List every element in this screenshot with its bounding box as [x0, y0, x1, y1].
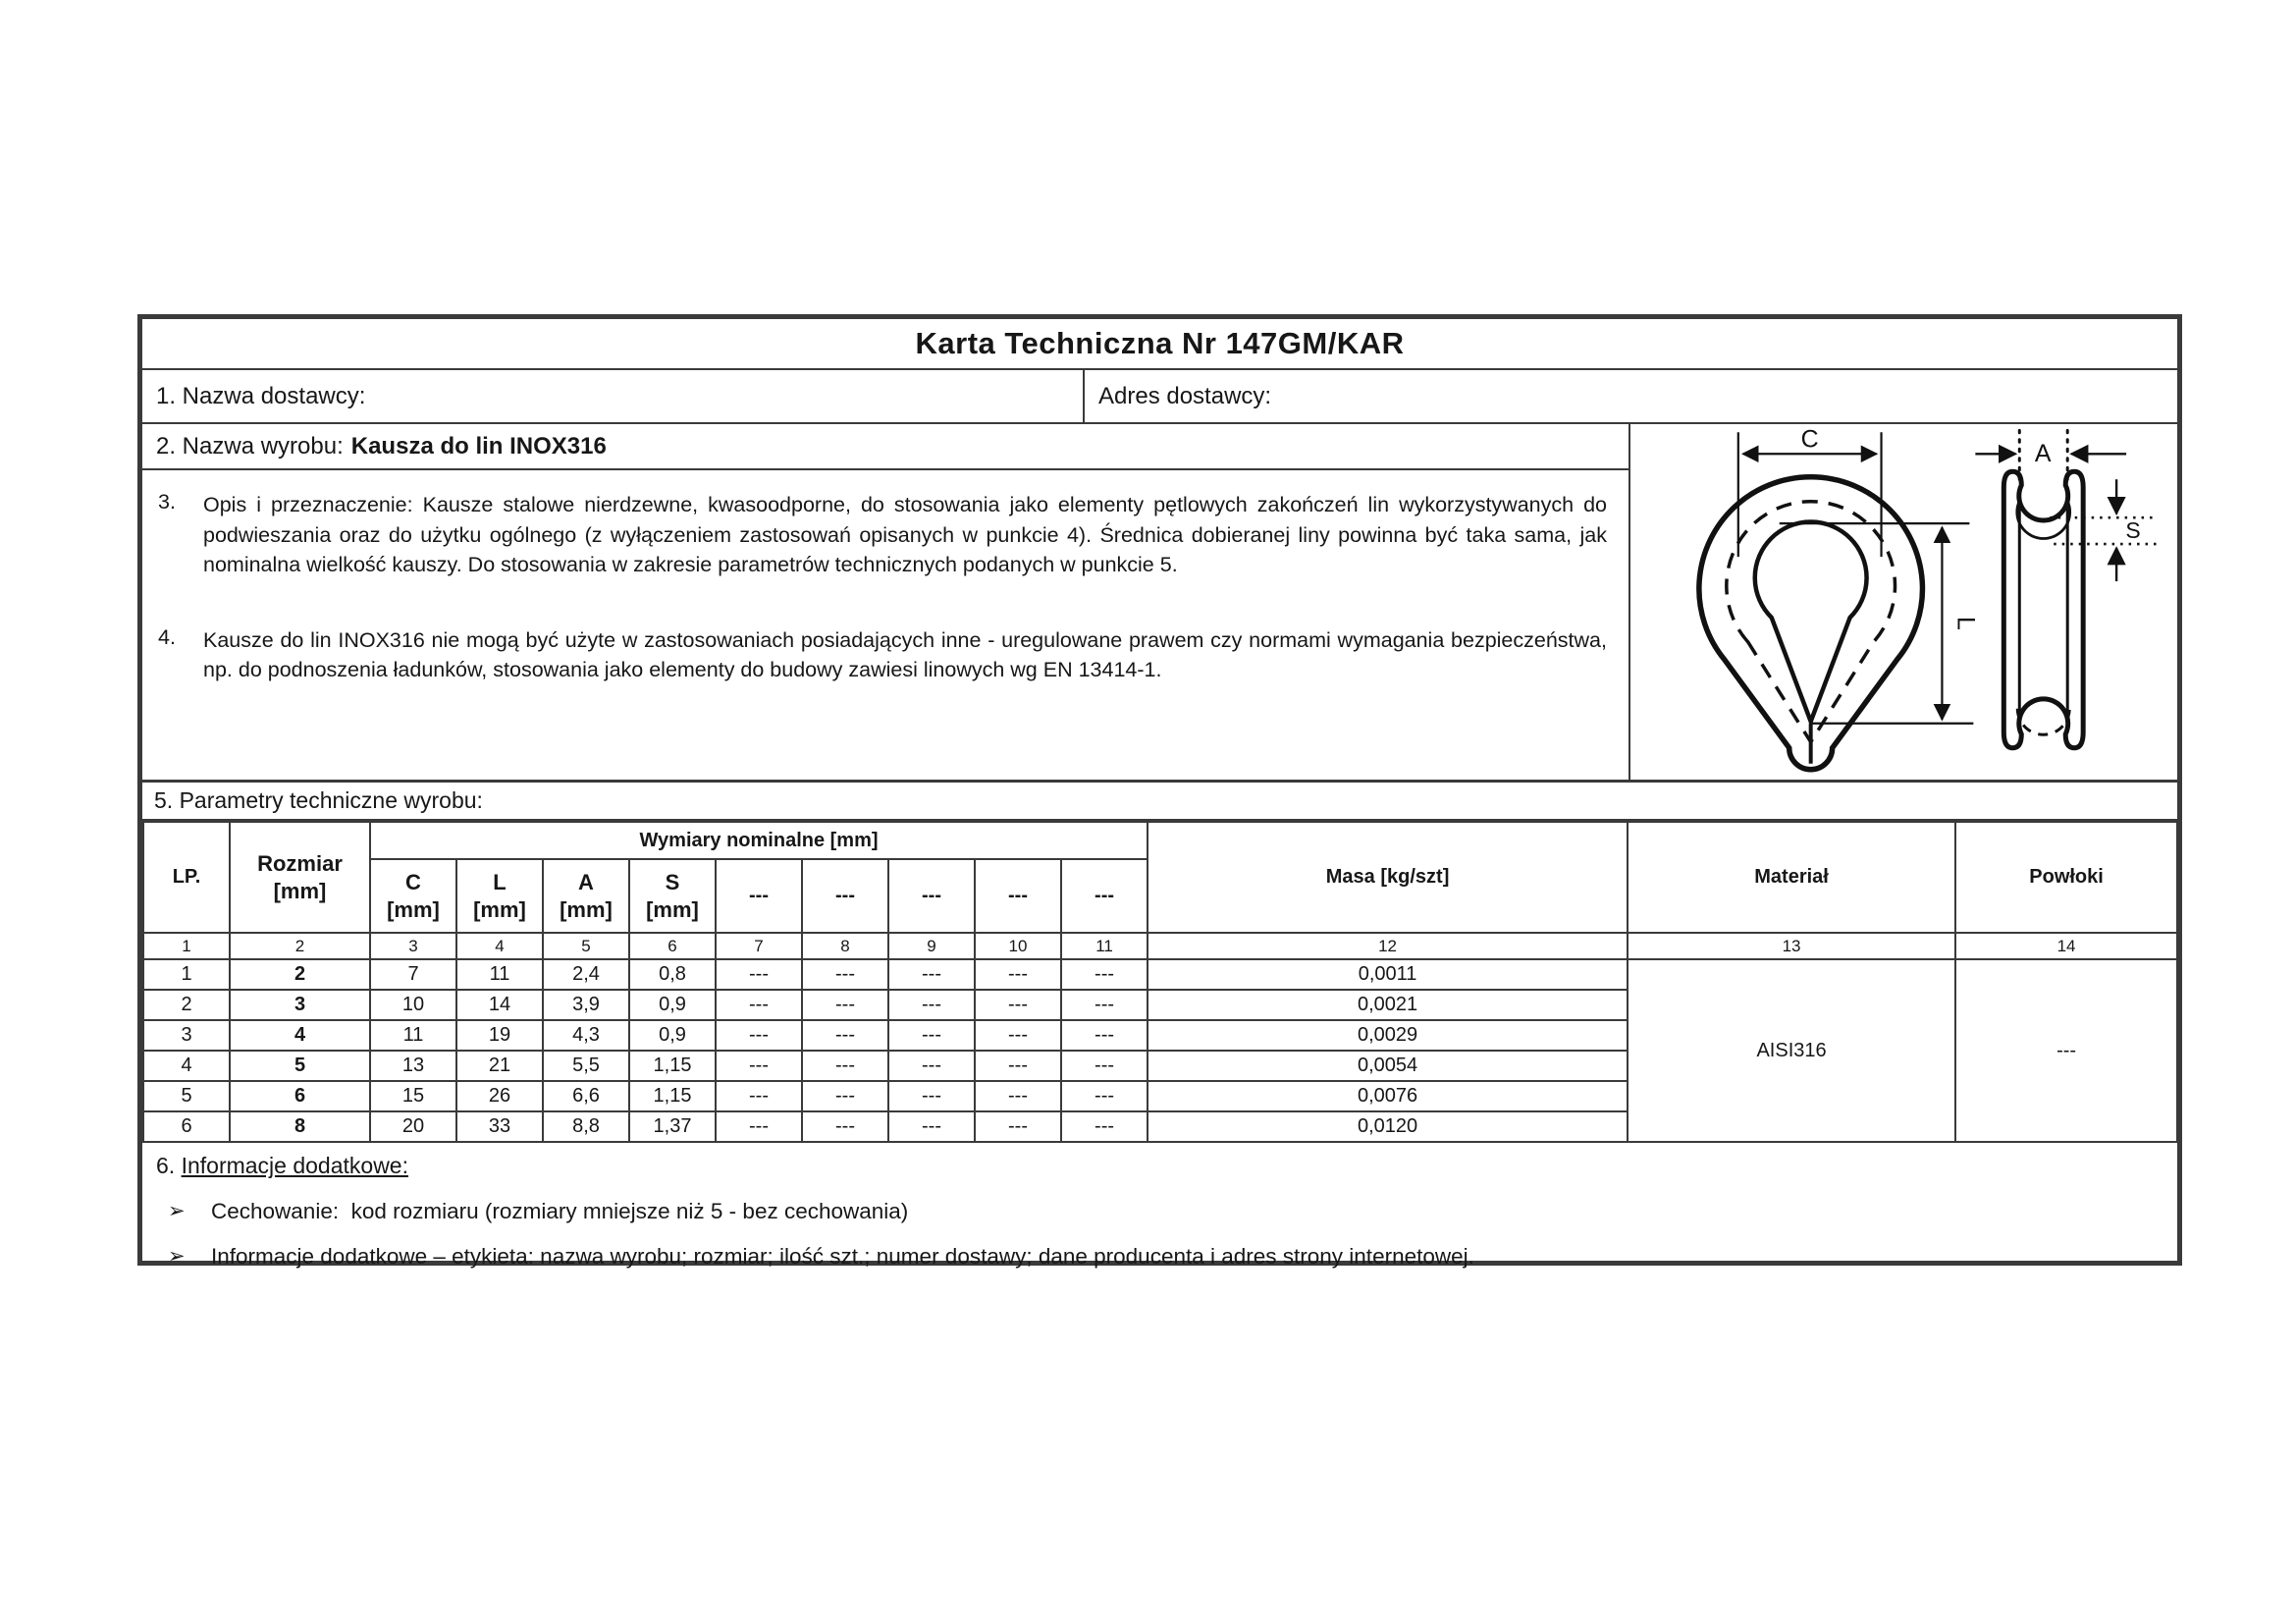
header-material: Materiał — [1628, 822, 1955, 933]
cell-masa: 0,0054 — [1148, 1051, 1628, 1081]
product-value: Kausza do lin INOX316 — [350, 432, 607, 460]
cell-spare: --- — [716, 1081, 802, 1111]
cell-lp: 1 — [143, 959, 230, 990]
sheet-title: Karta Techniczna Nr 147GM/KAR — [142, 319, 2177, 370]
product-label: 2. Nazwa wyrobu: — [156, 432, 344, 460]
parameters-table — [142, 821, 2178, 1143]
supplier-name-label: 1. Nazwa dostawcy: — [142, 370, 1085, 422]
cell-a: 2,4 — [543, 959, 629, 990]
header-powloki: Powłoki — [1955, 822, 2177, 933]
cell-l: 11 — [456, 959, 543, 990]
header-lp: LP. — [143, 822, 230, 933]
cell-s: 0,9 — [629, 1020, 716, 1051]
cell-a: 6,6 — [543, 1081, 629, 1111]
dim-label-a: A — [2034, 440, 2052, 468]
header-wymiary: Wymiary nominalne [mm] — [370, 822, 1148, 859]
cell-a: 8,8 — [543, 1111, 629, 1142]
header-dim-c: C [mm] — [370, 859, 456, 933]
section-6-additional-info — [142, 1143, 2177, 1270]
cell-s: 0,9 — [629, 990, 716, 1020]
cell-spare: --- — [975, 959, 1061, 990]
cell-spare: --- — [802, 990, 888, 1020]
cell-spare: --- — [975, 1111, 1061, 1142]
cell-spare: --- — [1061, 1111, 1148, 1142]
cell-spare: --- — [975, 1051, 1061, 1081]
cell-c: 15 — [370, 1081, 456, 1111]
section-4-text: Kausze do lin INOX316 nie mogą być użyte w zastosowaniach posiadających inne - uregulowane prawem czy normami wymagania bezpieczeństwa, np. do podnoszenia ładunków, stosowania jako elementy do budowy zawiesi linowych wg EN 13414-1. — [203, 627, 1607, 682]
section-5-label: 5. Parametry techniczne wyrobu: — [142, 783, 2177, 821]
supplier-row — [142, 370, 2177, 424]
cell-spare: --- — [802, 1051, 888, 1081]
cell-spare: --- — [716, 959, 802, 990]
cell-spare: --- — [888, 959, 975, 990]
header-spare: --- — [802, 859, 888, 933]
section-3 — [158, 490, 1607, 580]
cell-spare: --- — [888, 990, 975, 1020]
bullet-text: Cechowanie: kod rozmiaru (rozmiary mniejsze niż 5 - bez cechowania) — [211, 1199, 909, 1223]
cell-spare: --- — [802, 959, 888, 990]
cell-masa: 0,0120 — [1148, 1111, 1628, 1142]
cell-a: 4,3 — [543, 1020, 629, 1051]
cell-masa: 0,0021 — [1148, 990, 1628, 1020]
header-spare: --- — [975, 859, 1061, 933]
cell-spare: --- — [1061, 1081, 1148, 1111]
thimble-drawing-svg — [1630, 424, 2177, 780]
cell-rozmiar: 2 — [230, 959, 370, 990]
technical-data-sheet — [137, 314, 2182, 1269]
cell-spare: --- — [1061, 959, 1148, 990]
cell-l: 19 — [456, 1020, 543, 1051]
header-dim-a: A [mm] — [543, 859, 629, 933]
section-3-number: 3. — [158, 490, 176, 514]
cell-s: 1,15 — [629, 1081, 716, 1111]
cell-lp: 2 — [143, 990, 230, 1020]
dim-label-l: L — [1951, 617, 1980, 630]
description-block — [142, 470, 1629, 685]
cell-powloki: --- — [1955, 959, 2177, 1142]
cell-spare: --- — [716, 990, 802, 1020]
cell-masa: 0,0076 — [1148, 1081, 1628, 1111]
cell-c: 7 — [370, 959, 456, 990]
cell-masa: 0,0029 — [1148, 1020, 1628, 1051]
cell-s: 1,15 — [629, 1051, 716, 1081]
cell-spare: --- — [802, 1081, 888, 1111]
header-dim-l: L [mm] — [456, 859, 543, 933]
thimble-front-view — [1699, 477, 1923, 770]
description-column — [142, 424, 1630, 780]
dim-label-c: C — [1800, 425, 1819, 454]
cell-spare: --- — [888, 1051, 975, 1081]
cell-spare: --- — [975, 990, 1061, 1020]
cell-rozmiar: 6 — [230, 1081, 370, 1111]
column-index-row: 1 2 3 4 5 6 7 8 9 10 11 12 13 14 — [143, 933, 2177, 959]
cell-lp: 4 — [143, 1051, 230, 1081]
cell-spare: --- — [1061, 1051, 1148, 1081]
thimble-technical-drawing — [1630, 424, 2177, 780]
cell-s: 0,8 — [629, 959, 716, 990]
header-spare: --- — [1061, 859, 1148, 933]
cell-c: 13 — [370, 1051, 456, 1081]
header-spare: --- — [716, 859, 802, 933]
cell-spare: --- — [716, 1111, 802, 1142]
section-6-heading: 6. Informacje dodatkowe: — [156, 1153, 408, 1178]
cell-s: 1,37 — [629, 1111, 716, 1142]
cell-a: 3,9 — [543, 990, 629, 1020]
section-4-number: 4. — [158, 624, 176, 649]
cell-lp: 6 — [143, 1111, 230, 1142]
cell-rozmiar: 4 — [230, 1020, 370, 1051]
arrowhead-bullet-icon: ➢ — [168, 1200, 186, 1222]
product-name-row — [142, 424, 1629, 470]
cell-spare: --- — [888, 1111, 975, 1142]
cell-material: AISI316 — [1628, 959, 1955, 1142]
cell-spare: --- — [716, 1020, 802, 1051]
section-4 — [158, 625, 1607, 685]
main-section — [142, 424, 2177, 783]
bullet-text: Informacje dodatkowe – etykieta: nazwa wyrobu; rozmiar; ilość szt.; numer dostawy; dane producenta i adres strony internetowej. — [211, 1244, 1474, 1269]
cell-lp: 5 — [143, 1081, 230, 1111]
cell-c: 10 — [370, 990, 456, 1020]
cell-l: 21 — [456, 1051, 543, 1081]
bullet-item — [156, 1244, 2163, 1270]
thimble-side-view — [2003, 471, 2083, 747]
cell-spare: --- — [975, 1081, 1061, 1111]
header-dim-s: S [mm] — [629, 859, 716, 933]
cell-spare: --- — [888, 1020, 975, 1051]
cell-l: 14 — [456, 990, 543, 1020]
arrowhead-bullet-icon: ➢ — [168, 1245, 186, 1268]
cell-c: 11 — [370, 1020, 456, 1051]
cell-rozmiar: 5 — [230, 1051, 370, 1081]
cell-l: 33 — [456, 1111, 543, 1142]
cell-masa: 0,0011 — [1148, 959, 1628, 990]
cell-c: 20 — [370, 1111, 456, 1142]
cell-spare: --- — [975, 1020, 1061, 1051]
cell-a: 5,5 — [543, 1051, 629, 1081]
header-spare: --- — [888, 859, 975, 933]
cell-spare: --- — [888, 1081, 975, 1111]
cell-spare: --- — [1061, 990, 1148, 1020]
dim-label-s: S — [2125, 517, 2141, 544]
cell-l: 26 — [456, 1081, 543, 1111]
header-masa: Masa [kg/szt] — [1148, 822, 1628, 933]
bullet-item — [156, 1199, 2163, 1224]
cell-rozmiar: 8 — [230, 1111, 370, 1142]
cell-spare: --- — [1061, 1020, 1148, 1051]
cell-spare: --- — [802, 1111, 888, 1142]
cell-lp: 3 — [143, 1020, 230, 1051]
cell-spare: --- — [716, 1051, 802, 1081]
section-3-text: Opis i przeznaczenie: Kausze stalowe nierdzewne, kwasoodporne, do stosowania jako elementy pętlowych zakończeń lin wykorzystywanych do podwieszania oraz do użytku ogólnego (z wyłączeniem zastosowań opisanych w punkcie 4). Średnica dobieranej liny powinna być taka sama, jak nominalna wielkość kauszy. Do stosowania w zakresie parametrów technicznych podanych w punkcie 5. — [203, 493, 1607, 577]
table-row — [143, 959, 2177, 990]
supplier-address-label: Adres dostawcy: — [1098, 382, 1272, 409]
cell-spare: --- — [802, 1020, 888, 1051]
table-header-row-1 — [143, 822, 2177, 859]
header-rozmiar: Rozmiar [mm] — [230, 822, 370, 933]
cell-rozmiar: 3 — [230, 990, 370, 1020]
